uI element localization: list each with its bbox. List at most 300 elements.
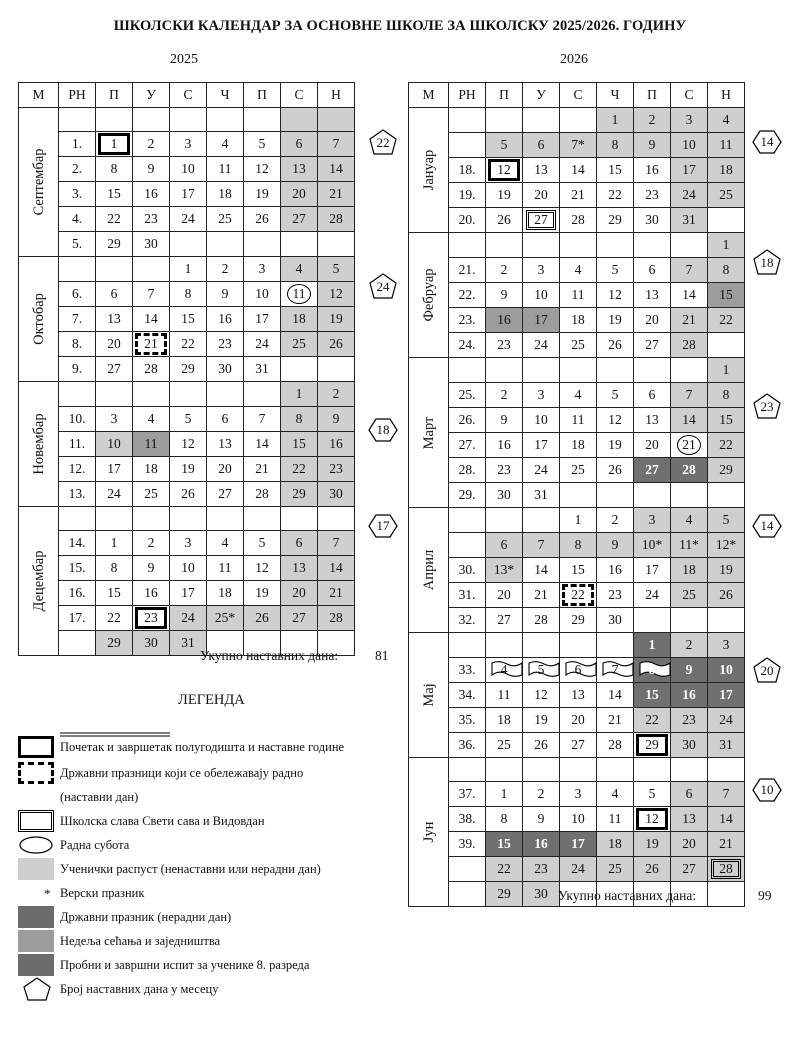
day-number: 1 [295,386,303,401]
table-row [409,608,745,633]
legend-text: Недеља сећања и заједништва [60,934,221,948]
day-cell [486,458,523,483]
day-cell [207,482,244,507]
day-cell [207,432,244,457]
table-row [409,358,745,383]
month-name-cell [19,257,59,382]
day-cell [486,683,523,708]
day-cell [523,208,560,233]
day-cell [560,458,597,483]
month-name-cell [409,758,449,907]
day-number: 18 [292,311,306,326]
day-number: 31 [534,487,548,502]
day-number: 15 [645,687,659,702]
day-number: 10. [68,411,86,426]
day-number: 6 [295,535,303,550]
day-number: 27 [497,612,511,627]
table-row [19,407,355,432]
day-number: 8 [722,387,730,402]
day-cell [281,482,318,507]
day-cell [207,157,244,182]
day-number: 17 [719,687,733,702]
day-number: 11 [719,137,733,152]
day-number: 16 [497,312,511,327]
table-row [409,183,745,208]
month-name: Фебруар [420,268,437,322]
day-cell [170,332,207,357]
day-cell [634,658,671,683]
column-header: У [133,83,170,108]
table-row [19,282,355,307]
day-cell [597,508,634,533]
day-number: 14 [255,436,269,451]
day-cell [170,457,207,482]
day-number: 5 [537,662,545,677]
day-number: 25 [292,336,306,351]
day-number: 13 [645,412,659,427]
day-cell [671,533,708,558]
day-number: 5 [184,411,192,426]
day-number: 15 [608,162,622,177]
day-number: 34. [458,687,476,702]
day-cell [133,457,170,482]
table-row [409,583,745,608]
day-number: 11 [571,287,585,302]
day-number: 15 [107,186,121,201]
day-number: 27 [645,462,659,477]
day-cell [207,108,244,132]
day-number: 19 [719,562,733,577]
week-number-cell [59,232,96,257]
day-cell [133,232,170,257]
month-name-cell [409,233,449,358]
day-number: 23 [608,587,622,602]
day-number: 16 [329,436,343,451]
day-cell [207,332,244,357]
legend-star-icon: * [44,886,51,901]
day-cell [671,483,708,508]
day-number: 21. [458,262,476,277]
table-row [19,307,355,332]
day-number: 30 [497,487,511,502]
day-cell [671,733,708,758]
column-header: М [409,83,449,108]
day-number: 16. [68,585,86,600]
day-number: 28. [458,462,476,477]
day-cell [634,758,671,782]
day-number: 26 [497,212,511,227]
total-days-value-left: 81 [375,648,389,663]
table-row [409,458,745,483]
day-number: 19 [497,187,511,202]
table-row [19,507,355,531]
day-cell [318,182,355,207]
day-cell [560,183,597,208]
day-number: 24 [719,712,733,727]
legend-dark-box-icon [18,906,54,928]
day-cell [634,558,671,583]
day-cell [96,182,133,207]
day-number: 7 [258,411,266,426]
day-number: 17. [68,610,86,625]
day-number: 25 [571,337,585,352]
day-number: 3 [537,262,545,277]
week-number-cell [449,133,486,158]
day-number: 14 [329,560,343,575]
day-number: 24 [645,587,659,602]
day-cell [523,283,560,308]
day-cell [708,308,745,333]
day-number: 9 [221,286,229,301]
day-cell [523,683,560,708]
day-cell [96,631,133,656]
day-number: 5 [258,535,266,550]
day-number: 12 [255,161,269,176]
day-cell [671,583,708,608]
day-number: 30 [218,361,232,376]
day-number: 18 [571,437,585,452]
day-number: 7 [685,387,693,402]
month-name-cell [19,382,59,507]
day-cell [486,433,523,458]
table-row [19,432,355,457]
day-cell [318,531,355,556]
day-cell [597,333,634,358]
day-cell [207,457,244,482]
table-row [409,658,745,683]
day-cell [244,432,281,457]
day-cell [523,108,560,133]
week-number-cell [449,408,486,433]
day-cell [597,583,634,608]
day-cell [133,382,170,407]
week-number-cell [449,832,486,857]
week-number-cell [59,132,96,157]
column-header: П [244,83,281,108]
day-cell [671,658,708,683]
day-number: 16 [218,311,232,326]
day-number: 19 [645,836,659,851]
day-cell [207,182,244,207]
day-cell [560,558,597,583]
day-cell [634,158,671,183]
day-cell [281,182,318,207]
day-number: 18 [144,461,158,476]
day-number: 18 [682,562,696,577]
day-cell [207,407,244,432]
day-number: 13. [68,486,86,501]
day-count-value: 22 [376,135,390,150]
table-row [19,207,355,232]
table-row [19,606,355,631]
day-cell [560,133,597,158]
week-number-cell [59,357,96,382]
day-number: 33. [458,662,476,677]
day-cell [96,556,133,581]
day-cell [207,282,244,307]
week-number-cell [449,183,486,208]
day-cell [207,232,244,257]
day-number: 3 [184,535,192,550]
day-cell [170,357,207,382]
day-number: 16 [534,836,548,851]
day-number: 21 [682,312,696,327]
day-number: 7 [537,537,545,552]
day-number: 23 [218,336,232,351]
day-number: 4 [295,261,303,276]
day-number: 9 [685,662,693,677]
day-cell [133,207,170,232]
flag-icon [564,661,598,677]
day-number: 31. [458,587,476,602]
day-number: 2 [685,637,693,652]
day-cell [281,282,318,307]
day-cell [96,606,133,631]
day-count-value: 14 [760,134,774,149]
day-number: 8 [574,537,582,552]
week-number-cell [449,433,486,458]
column-header: С [170,83,207,108]
day-cell [671,558,708,583]
column-header: РН [449,83,486,108]
day-cell [486,708,523,733]
day-cell [281,357,318,382]
column-header: П [634,83,671,108]
day-count-badge [368,416,398,444]
column-header: Ч [207,83,244,108]
day-number: 4. [71,211,83,226]
day-cell [597,183,634,208]
day-number: 6 [221,411,229,426]
day-cell [634,807,671,832]
day-cell [597,233,634,258]
day-cell [634,108,671,133]
day-cell [560,857,597,882]
day-cell [560,233,597,258]
day-cell [486,633,523,658]
day-number: 11* [679,537,699,552]
day-number: 12 [645,811,659,826]
day-number: 23 [682,712,696,727]
day-cell [597,208,634,233]
day-cell [634,832,671,857]
week-number-cell [59,432,96,457]
day-number: 27 [534,212,548,227]
day-number: 31 [255,361,269,376]
day-cell [486,183,523,208]
day-cell [318,581,355,606]
day-number: 31 [181,635,195,650]
legend-text: Верски празник [60,886,145,900]
table-row [409,408,745,433]
day-number: 3 [110,411,118,426]
day-cell [244,556,281,581]
column-header: Н [318,83,355,108]
day-cell [96,157,133,182]
day-number: 31 [682,212,696,227]
day-cell [597,758,634,782]
day-cell [634,857,671,882]
week-number-cell [449,108,486,133]
day-number: 15 [719,287,733,302]
month-name: Септембар [30,148,47,216]
day-number: 11 [497,687,511,702]
day-number: 3 [184,136,192,151]
table-row [19,108,355,132]
day-cell [318,382,355,407]
day-number: 13 [571,687,585,702]
day-number: 17 [534,312,548,327]
day-cell [207,307,244,332]
column-header: РН [59,83,96,108]
day-number: 14 [571,162,585,177]
day-cell [281,332,318,357]
day-cell [523,708,560,733]
day-number: 22. [458,287,476,302]
day-number: 14 [719,811,733,826]
column-header: С [281,83,318,108]
day-number: 27 [571,737,585,752]
day-cell [244,407,281,432]
day-number: 20 [645,437,659,452]
day-number: 11 [608,811,622,826]
day-number: 25 [719,187,733,202]
day-number: 10 [571,811,585,826]
day-number: 20 [292,186,306,201]
day-cell [96,207,133,232]
week-number-cell [449,733,486,758]
day-number: 30 [645,212,659,227]
day-cell [634,258,671,283]
table-row [19,257,355,282]
day-cell [634,533,671,558]
day-cell [486,508,523,533]
day-cell [244,307,281,332]
day-cell [486,733,523,758]
column-header: Ч [597,83,634,108]
day-cell [133,357,170,382]
day-number: 26 [255,211,269,226]
day-cell [133,132,170,157]
day-number: 6 [648,387,656,402]
day-number: 18 [218,186,232,201]
day-number: 1. [71,136,83,151]
column-header: П [96,83,133,108]
day-cell [96,407,133,432]
day-cell [170,207,207,232]
month-name: Март [420,416,437,449]
day-cell [486,108,523,133]
day-number: 20 [645,312,659,327]
day-cell [634,283,671,308]
day-number: 1 [500,786,508,801]
day-cell [486,258,523,283]
day-number: 15 [571,562,585,577]
day-number: 20 [107,336,121,351]
day-cell [523,233,560,258]
day-number: 17 [255,311,269,326]
day-number: 12 [255,560,269,575]
day-cell [96,232,133,257]
day-number: 23 [497,337,511,352]
day-number: 26 [329,336,343,351]
day-cell [133,332,170,357]
day-cell [708,158,745,183]
day-cell [560,158,597,183]
week-number-cell [449,258,486,283]
week-number-cell [449,308,486,333]
day-cell [244,507,281,531]
day-cell [281,606,318,631]
day-cell [96,382,133,407]
day-number: 8 [110,161,118,176]
day-cell [133,556,170,581]
week-number-cell [59,407,96,432]
day-cell [318,507,355,531]
day-number: 12 [608,412,622,427]
table-row [409,233,745,258]
day-number: 14 [534,562,548,577]
day-number: 19 [534,712,548,727]
table-row [19,232,355,257]
table-row [19,132,355,157]
day-number: 18 [608,836,622,851]
day-number: 6 [648,262,656,277]
day-cell [634,233,671,258]
table-row [409,708,745,733]
table-row [409,807,745,832]
week-number-cell [59,332,96,357]
legend-gray-box-icon [18,858,54,880]
day-cell [634,708,671,733]
day-number: 28 [329,211,343,226]
day-number: 18 [571,312,585,327]
day-cell [486,308,523,333]
day-cell [523,733,560,758]
day-cell [560,782,597,807]
day-number: 13 [534,162,548,177]
table-row [409,508,745,533]
day-number: 17 [645,562,659,577]
day-cell [560,208,597,233]
day-cell [318,257,355,282]
week-number-cell [449,633,486,658]
day-number: 12 [181,436,195,451]
day-cell [133,108,170,132]
day-number: 23 [329,461,343,476]
day-cell [708,608,745,633]
day-cell [486,283,523,308]
day-cell [523,408,560,433]
day-cell [708,208,745,233]
day-number: 22 [608,187,622,202]
day-number: 18 [218,585,232,600]
day-number: 11 [218,560,232,575]
total-days-value-right: 99 [758,888,772,903]
week-number-cell [449,283,486,308]
day-cell [486,758,523,782]
day-number: 12 [534,687,548,702]
table-row [409,483,745,508]
day-number: 24 [682,187,696,202]
day-number: 28 [719,861,733,876]
day-number: 29 [181,361,195,376]
day-number: 9 [332,411,340,426]
day-cell [560,258,597,283]
day-cell [281,108,318,132]
day-cell [671,782,708,807]
day-number: 10 [534,412,548,427]
